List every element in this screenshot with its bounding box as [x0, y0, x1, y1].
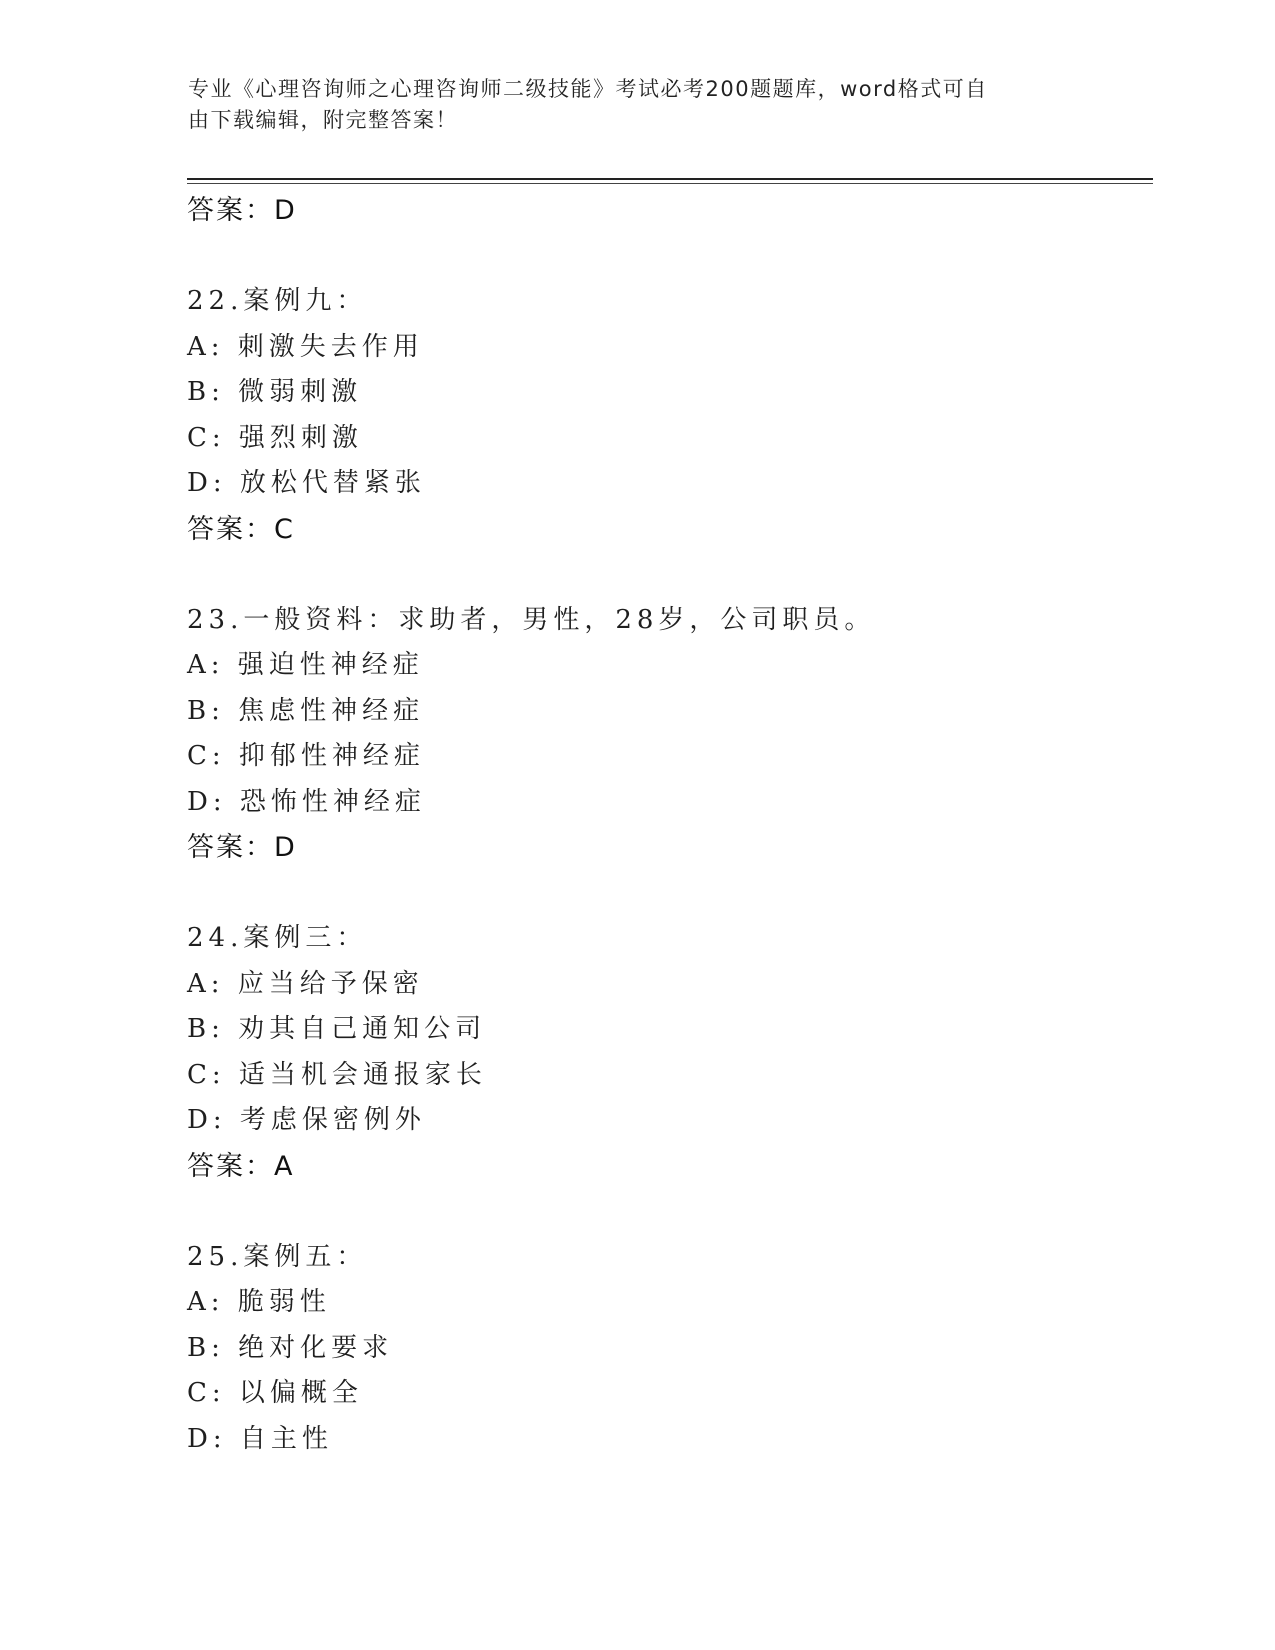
question-block [187, 279, 1147, 552]
spacer [187, 871, 1147, 917]
option-b: B: 绝对化要求 [187, 1332, 394, 1363]
option-d: D: 恐怖性神经症 [187, 786, 426, 817]
header-line-1: 专业《心理咨询师之心理咨询师二级技能》考试必考200题题库，word格式可自 [188, 77, 988, 101]
option-a: A: 应当给予保密 [187, 968, 424, 999]
option-a: A: 强迫性神经症 [187, 650, 424, 680]
question-block [187, 598, 1147, 871]
question-block [187, 916, 1147, 1189]
question-text: 25.案例五： [187, 1241, 368, 1272]
option-d: D: 放松代替紧张 [187, 468, 426, 498]
document-header [188, 74, 1068, 136]
question-list [187, 188, 1147, 1462]
option-b: B: 劝其自己通知公司 [187, 1014, 487, 1044]
option-a: A: 刺激失去作用 [187, 331, 424, 362]
answer-line: 答案：D [187, 832, 297, 863]
spacer [187, 234, 1147, 280]
question-text: 24.案例三： [187, 923, 368, 953]
question-block [187, 1235, 1147, 1463]
question-text: 22.案例九： [187, 286, 368, 316]
option-c: C: 以偏概全 [187, 1378, 363, 1408]
option-c: C: 抑郁性神经症 [187, 741, 425, 771]
option-c: C: 强烈刺激 [187, 422, 363, 453]
option-b: B: 微弱刺激 [187, 377, 363, 407]
answer-line: 答案：D [187, 195, 297, 226]
option-d: D: 自主性 [187, 1423, 333, 1454]
option-d: D: 考虑保密例外 [187, 1105, 426, 1135]
spacer [187, 1189, 1147, 1235]
option-c: C: 适当机会通报家长 [187, 1059, 487, 1090]
question-text: 23.一般资料：求助者，男性，28岁，公司职员。 [187, 604, 876, 635]
header-divider-thin [187, 183, 1153, 184]
header-divider-thick [187, 178, 1153, 180]
header-line-2: 由下载编辑，附完整答案！ [188, 108, 458, 132]
answer-line: 答案：C [187, 513, 295, 545]
option-b: B: 焦虑性神经症 [187, 695, 425, 726]
option-a: A: 脆弱性 [187, 1287, 331, 1317]
spacer [187, 552, 1147, 598]
answer-line: 答案：A [187, 1150, 295, 1182]
